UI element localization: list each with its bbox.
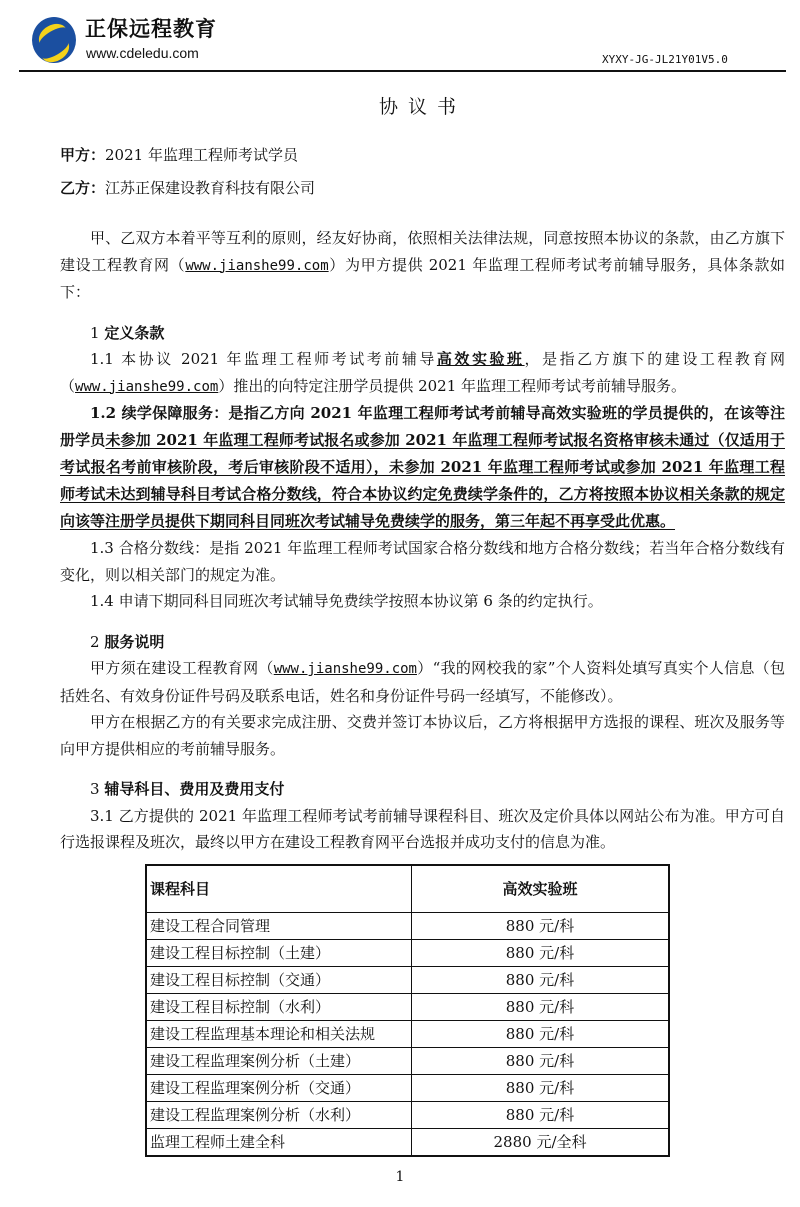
clause-3-1: 3.1 乙方提供的 2021 年监理工程师考试考前辅导课程科目、班次及定价具体以网站公布为准。甲方可自行选报课程及班次，最终以甲方在建设工程教育网平台选报并成功支付的信息为准。: [60, 806, 785, 851]
table-header-row: [146, 865, 669, 913]
clause-text: ）推出的向特定注册学员提供 2021 年监理工程师考试考前辅导服务。: [218, 376, 687, 395]
table-row: [146, 912, 669, 939]
section-title: 服务说明: [104, 632, 165, 651]
clause-text: ，是指乙方旗下的建设工程教育网（: [60, 350, 785, 395]
table-row: [146, 1101, 669, 1128]
course-name-cell: 建设工程监理基本理论和相关法规: [146, 1020, 412, 1047]
course-name-cell: 建设工程监理案例分析（交通）: [146, 1074, 412, 1101]
price-cell: 880 元/科: [412, 1101, 670, 1128]
intro-text-end: ）为甲方提供 2021 年监理工程师考试考前辅导服务，具体条款如下：: [60, 255, 785, 301]
table-row: [146, 1128, 669, 1156]
section-number: 2: [90, 632, 105, 651]
table-row: [146, 1047, 669, 1074]
price-cell: 880 元/科: [412, 966, 670, 993]
section-3-heading: [60, 776, 785, 803]
logo-url: www.cdeledu.com: [86, 45, 199, 61]
table-row: [146, 966, 669, 993]
page-header: [0, 0, 800, 74]
clause-1-4: 1.4 申请下期同科目同班次考试辅导免费续学按照本协议第 6 条的约定执行。: [90, 592, 603, 610]
price-cell: 880 元/科: [412, 1047, 670, 1074]
section-number: 3: [90, 780, 105, 798]
clause-1-1: [60, 346, 785, 400]
course-name-cell: 建设工程目标控制（水利）: [146, 993, 412, 1020]
table-row: [146, 993, 669, 1020]
clause-text: 1.2 续学保障服务：是指乙方向 2021 年监理工程师考试考前辅导高效实验班的学员提供的，在该等注册学员: [60, 404, 785, 449]
logo-icon: [32, 17, 76, 63]
header-divider: [19, 70, 786, 72]
website-link[interactable]: www.jianshe99.com: [273, 661, 417, 677]
document-code: XYXY-JG-JL21Y01V5.0: [602, 53, 728, 66]
table-row: [146, 939, 669, 966]
section-2-heading: [60, 629, 785, 656]
course-name-cell: 监理工程师土建全科: [146, 1128, 412, 1156]
course-name-cell: 建设工程监理案例分析（水利）: [146, 1101, 412, 1128]
party-a-label: 甲方：: [60, 146, 106, 164]
party-a-value: 2021 年监理工程师考试学员: [105, 146, 298, 164]
price-cell: 880 元/科: [412, 1020, 670, 1047]
price-cell: 880 元/科: [412, 939, 670, 966]
website-link[interactable]: www.jianshe99.com: [75, 378, 219, 395]
clause-1-2: [60, 400, 785, 535]
clause-text: 1.1 本协议 2021 年监理工程师考试考前辅导: [90, 350, 437, 368]
section-title: 定义条款: [104, 323, 165, 342]
intro-text: 甲、乙双方本着平等互利的原则，经友好协商，依照相关法律法规，同意按照本协议的条款，由乙方旗下建设工程教育网（: [60, 229, 785, 274]
document-title: 协议书: [378, 96, 466, 118]
price-cell: 880 元/科: [412, 993, 670, 1020]
clause-underlined-text: 未参加 2021 年监理工程师考试报名或参加 2021 年监理工程师考试报名资格审核未通过（仅适用于考试报名考前审核阶段，考后审核阶段不适用），未参加 2021 年监理工程师考试或参加 2021 年监理工程师考试未达到辅导科目考试合格分数线，符合本协议约定免费续学条件的，乙方将按照本协议相关条款的规定向该等注册学员提供下期同科目同班次考试辅导免费续学的服务，第三年起不再享受此优惠。: [60, 431, 785, 530]
party-b: [60, 175, 785, 202]
paragraph-text: 甲方须在建设工程教育网（: [90, 659, 274, 677]
price-cell: 2880 元/全科: [412, 1128, 670, 1156]
party-b-label: 乙方：: [60, 178, 106, 197]
course-name-cell: 建设工程合同管理: [146, 912, 412, 939]
section-2-paragraph-1: [60, 655, 785, 709]
table-row: [146, 1074, 669, 1101]
price-cell: 880 元/科: [412, 912, 670, 939]
course-name-cell: 建设工程目标控制（土建）: [146, 939, 412, 966]
document-body: [60, 92, 785, 856]
clause-1-3: 1.3 合格分数线：是指 2021 年监理工程师考试国家合格分数线和地方合格分数线；若当年合格分数线有变化，则以相关部门的规定为准。: [60, 539, 785, 584]
section-1-heading: [60, 320, 785, 347]
party-b-value: 江苏正保建设教育科技有限公司: [105, 178, 316, 197]
website-link[interactable]: www.jianshe99.com: [185, 257, 329, 274]
course-name-cell: 建设工程监理案例分析（土建）: [146, 1047, 412, 1074]
course-name-cell: 建设工程目标控制（交通）: [146, 966, 412, 993]
price-table: [145, 864, 670, 1157]
paragraph-text: ）“我的网校我的家”个人资料处填写真实个人信息（包括姓名、有效身份证件号码及联系电话，姓名和身份证件号码一经填写，不能修改）。: [60, 659, 785, 705]
table-row: [146, 1020, 669, 1047]
class-name-emphasis: 高效实验班: [436, 350, 525, 368]
section-2-paragraph-2: 甲方在根据乙方的有关要求完成注册、交费并签订本协议后，乙方将根据甲方选报的课程、班次及服务等向甲方提供相应的考前辅导服务。: [60, 713, 785, 758]
column-header-course: 课程科目: [146, 865, 412, 913]
intro-paragraph: [60, 225, 785, 306]
page-number: 1: [395, 1168, 405, 1185]
section-number: 1: [90, 323, 105, 342]
section-title: 辅导科目、费用及费用支付: [104, 780, 285, 798]
column-header-class: 高效实验班: [412, 865, 670, 913]
logo-name: 正保远程教育: [85, 17, 217, 41]
price-cell: 880 元/科: [412, 1074, 670, 1101]
party-a: [60, 142, 785, 169]
